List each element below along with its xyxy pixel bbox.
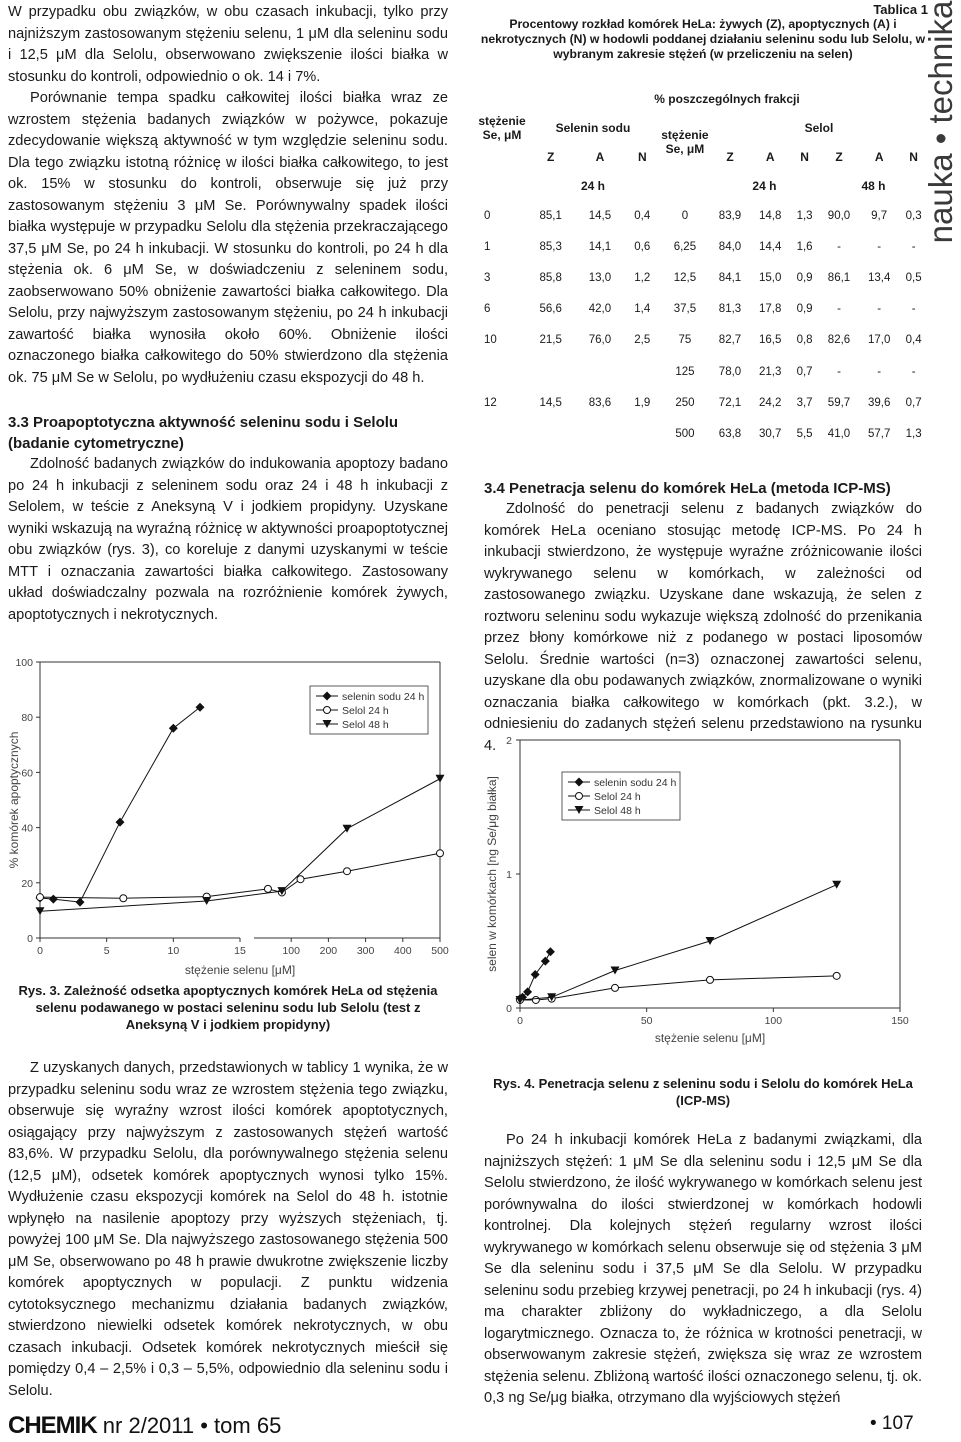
table-cell: - bbox=[877, 240, 882, 253]
table-title: Procentowy rozkład komórek HeLa: żywych (Z), apoptycznych (A) i nekrotycznych (N) w hodowli poddanej działaniu seleninu sodu lub Selolu, w wybranym zakresie stężeń (w przeliczeniu na selen) bbox=[480, 17, 926, 61]
table-cell: 21,3 bbox=[758, 365, 782, 378]
page-number: • 107 bbox=[870, 1413, 914, 1434]
data-point bbox=[707, 976, 714, 983]
data-point bbox=[324, 707, 331, 714]
table-cell: 1,3 bbox=[905, 427, 922, 440]
table-cell: 83,6 bbox=[588, 396, 612, 409]
table-cell: 250 bbox=[675, 396, 695, 409]
x-tick-label: 150 bbox=[891, 1015, 909, 1027]
figure-3-caption: Rys. 3. Zależność odsetka apoptycznych komórek HeLa od stężenia selenu podawanego w postaci seleninu sodu lub Selolu (test z Aneksyną V i jodkiem propidyny) bbox=[18, 983, 438, 1032]
x-axis-label: stężenie selenu [μM] bbox=[654, 1031, 766, 1045]
table-cell: 1,6 bbox=[796, 240, 813, 253]
series-line bbox=[207, 889, 268, 897]
table-cell: 83,9 bbox=[718, 209, 742, 222]
col-n: N bbox=[800, 149, 809, 164]
data-point bbox=[612, 984, 619, 991]
legend-entry: Selol 24 h bbox=[342, 705, 389, 717]
data-point bbox=[344, 868, 351, 875]
table-row bbox=[478, 356, 928, 387]
series-line bbox=[40, 901, 207, 911]
table-cell: 42,0 bbox=[588, 303, 612, 316]
col-a: A bbox=[765, 149, 775, 164]
series-line bbox=[268, 853, 440, 892]
table-cell: 15,0 bbox=[758, 271, 782, 284]
table-cell: 6,25 bbox=[673, 240, 697, 253]
table-cell: 85,3 bbox=[539, 240, 562, 253]
table-row bbox=[478, 418, 928, 449]
table-label: Tablica 1 bbox=[873, 2, 928, 17]
time-48h: 48 h bbox=[861, 178, 886, 193]
table-cell: 1,3 bbox=[796, 209, 813, 222]
paragraph: Z uzyskanych danych, przedstawionych w tablicy 1 wynika, że w przypadku seleninu sodu wraz ze wzrostem stężenia tego związku, obserwuje się wyraźny wzrost ilości komórek apoptotycznych, osiągający przy najwyższym z zastosowanych stężeń wartość 83,6%. W przypadku Selolu, dla porównywalnego stężenia selenu (12,5 μM), odsetek komórek apoptycznych wynosi tylko 15%. Wydłużenie czasu ekspozycji komórek na Selol do 48 h. istotnie wpłynęło na nasilenie apoptozy przy wyższych stężeniach, tj. powyżej 100 μM Se. Dla najwyższego zastosowanego stężenia 500 μM Se, obserwowano po 48 h prawie dwukrotne zwiększenie liczby komórek apoptycznych w populacji. Z punktu widzenia cytotoksycznego mechanizmu działania badanych związków, stwierdzono niewielki odsetek komórek nekrotycznych, w obu czasach inkubacji. Odsetek komórek nekrotycznych mieścił się pomiędzy 0,4 – 2,5% i 0,3 – 5,5%, odpowiednio dla seleninu sodu i Selolu. bbox=[8, 1060, 448, 1399]
legend-entry: selenin sodu 24 h bbox=[342, 691, 425, 703]
table-cell: 0,3 bbox=[905, 209, 922, 222]
left-top-text bbox=[8, 2, 448, 389]
table-cell: 10 bbox=[484, 334, 497, 347]
data-point bbox=[37, 894, 44, 901]
table-cell: 24,2 bbox=[758, 396, 782, 409]
table-cell: - bbox=[877, 365, 882, 378]
table-cell: 0,4 bbox=[905, 334, 922, 347]
table-cell: 37,5 bbox=[673, 303, 697, 316]
data-point bbox=[611, 966, 620, 974]
table-cell: - bbox=[837, 240, 841, 253]
data-point bbox=[546, 947, 555, 956]
table-cell: 0,9 bbox=[796, 303, 813, 316]
data-point bbox=[706, 937, 715, 945]
y-tick-label: 60 bbox=[21, 767, 33, 780]
table-cell: 30,7 bbox=[758, 427, 782, 440]
col-n: N bbox=[637, 149, 647, 164]
data-point bbox=[297, 876, 304, 883]
table-cell: 76,0 bbox=[588, 334, 612, 347]
y-tick-label: 40 bbox=[21, 822, 33, 835]
table-cell: 56,6 bbox=[539, 303, 562, 316]
table-cell bbox=[526, 356, 575, 387]
table-cell: 3,7 bbox=[796, 396, 813, 409]
table-cell bbox=[526, 418, 575, 449]
paragraph: Zdolność badanych związków do indukowania apoptozy badano po 24 h inkubacji z seleninem sodu oraz 24 i 48 h inkubacji z Selolem, w teście z Aneksyną V i jodkiem propidyny. Uzyskane wyniki wskazują na wyraźną różnicę w aktywności proapoptotycznej obu związków (rys. 3), co koreluje z danymi uzyskanymi w teście MTT i oznaczania zawartości białka całkowitego. Zastosowany układ doświadczalny pozwala na rozróżnienie komórek żywych, apoptotycznych i nekrotycznych. bbox=[8, 456, 448, 623]
table-cell: 41,0 bbox=[827, 427, 851, 440]
x-tick-label: 5 bbox=[103, 945, 110, 957]
table-body bbox=[478, 200, 928, 450]
x-tick-label: 0 bbox=[37, 945, 43, 957]
table-cell: 39,6 bbox=[867, 396, 891, 409]
y-tick-label: 20 bbox=[21, 877, 33, 890]
table-cell: 14,5 bbox=[588, 209, 612, 222]
table-cell: 12,5 bbox=[673, 271, 697, 284]
selol-header: Selol bbox=[804, 120, 834, 135]
table-cell bbox=[575, 356, 624, 387]
table-cell: 75 bbox=[678, 334, 692, 347]
conc-header-selol: stężenie Se, μM bbox=[661, 128, 709, 156]
fractions-header: % poszczególnych frakcji bbox=[654, 91, 800, 106]
table-cell: 0,5 bbox=[905, 271, 922, 284]
y-axis-label: % komórek apoptycznych bbox=[7, 731, 21, 869]
data-table bbox=[478, 84, 928, 450]
table-cell bbox=[625, 356, 660, 387]
legend-entry: Selol 48 h bbox=[342, 719, 389, 731]
table-cell: 1 bbox=[484, 240, 491, 253]
table-row bbox=[478, 387, 928, 418]
x-axis-label: stężenie selenu [μM] bbox=[184, 963, 296, 977]
col-n: N bbox=[909, 149, 918, 164]
data-point bbox=[437, 850, 444, 857]
table-cell: 72,1 bbox=[718, 396, 742, 409]
section-heading: 3.4 Penetracja selenu do komórek HeLa (metoda ICP-MS) bbox=[484, 480, 891, 497]
series-line bbox=[520, 976, 837, 1000]
x-tick-label: 200 bbox=[319, 945, 338, 957]
table-row bbox=[478, 325, 928, 356]
x-tick-label: 300 bbox=[356, 945, 375, 957]
y-tick-label: 1 bbox=[506, 869, 512, 881]
data-point bbox=[264, 885, 271, 892]
time-24h: 24 h bbox=[580, 178, 605, 193]
side-label bbox=[921, 2, 961, 242]
data-point bbox=[116, 818, 125, 827]
time-24h: 24 h bbox=[752, 178, 777, 193]
selenin-header: Selenin sodu bbox=[555, 120, 631, 135]
data-point bbox=[196, 703, 205, 712]
table-cell: 13,4 bbox=[867, 271, 891, 284]
series-line bbox=[207, 891, 282, 901]
x-tick-label: 500 bbox=[431, 945, 449, 957]
x-tick-label: 10 bbox=[167, 945, 180, 957]
y-axis-label: selen w komórkach [ng Se/μg białka] bbox=[485, 776, 499, 972]
table-cell: 0,4 bbox=[634, 209, 651, 222]
table-cell bbox=[575, 418, 624, 449]
data-point bbox=[532, 996, 539, 1003]
y-tick-label: 0 bbox=[506, 1003, 512, 1015]
penetration-chart bbox=[480, 730, 920, 1060]
table-cell: - bbox=[911, 240, 916, 253]
apoptosis-chart bbox=[4, 648, 449, 978]
legend-entry: Selol 48 h bbox=[594, 805, 641, 817]
data-point bbox=[169, 724, 178, 733]
paragraph: W przypadku obu związków, w obu czasach inkubacji, tylko przy najniższym zastosowanym stężeniu selenu, 1 μM dla seleninu sodu i 12,5 μM dla Selolu, obserwowano zwiększenie ilości białka w stosunku do kontroli, odpowiednio o ok. 14 i 7%. bbox=[8, 4, 448, 85]
table-cell: 14,4 bbox=[758, 240, 782, 253]
table-cell: 21,5 bbox=[539, 334, 562, 347]
table-cell: 0 bbox=[484, 209, 491, 222]
table-cell: 6 bbox=[484, 303, 491, 316]
table-cell: 0,9 bbox=[796, 271, 813, 284]
table-cell: - bbox=[877, 303, 882, 316]
table-cell: 5,5 bbox=[796, 427, 813, 440]
table-cell: 16,5 bbox=[758, 334, 782, 347]
data-point bbox=[832, 881, 841, 889]
table-cell: 86,1 bbox=[827, 271, 851, 284]
data-point bbox=[833, 972, 840, 979]
table-cell: 17,0 bbox=[867, 334, 891, 347]
table-cell bbox=[478, 356, 526, 387]
table-cell: 82,7 bbox=[718, 334, 742, 347]
x-tick-label: 400 bbox=[394, 945, 412, 957]
x-tick-label: 15 bbox=[234, 945, 246, 957]
data-point bbox=[531, 970, 540, 979]
table-cell: 1,4 bbox=[634, 303, 651, 316]
side-label-text: nauka • technika bbox=[922, 0, 959, 244]
data-point bbox=[120, 895, 127, 902]
data-point bbox=[541, 957, 550, 966]
table-cell: - bbox=[837, 303, 841, 316]
y-tick-label: 2 bbox=[506, 735, 512, 747]
table-row bbox=[478, 200, 928, 231]
table-cell: - bbox=[911, 365, 916, 378]
table-cell: 3 bbox=[484, 271, 491, 284]
section-3-3 bbox=[8, 412, 448, 626]
table-cell: 0 bbox=[681, 209, 689, 222]
figure-4-caption: Rys. 4. Penetracja selenu z seleninu sodu i Selolu do komórek HeLa (ICP-MS) bbox=[493, 1076, 913, 1108]
footer-brand bbox=[8, 1412, 281, 1440]
y-tick-label: 100 bbox=[15, 657, 33, 669]
table-row bbox=[478, 231, 928, 262]
y-tick-label: 80 bbox=[21, 712, 33, 725]
table-cell: 0,6 bbox=[634, 240, 651, 253]
table-cell: 1,2 bbox=[634, 271, 651, 284]
table-cell: 1,9 bbox=[634, 396, 651, 409]
table-row bbox=[478, 294, 928, 325]
table-row bbox=[478, 262, 928, 293]
brand-logo: CHEMIK bbox=[8, 1412, 97, 1439]
table-cell: - bbox=[911, 303, 916, 316]
table-cell: 85,1 bbox=[539, 209, 562, 222]
table-cell: 14,1 bbox=[588, 240, 612, 253]
x-tick-label: 0 bbox=[517, 1015, 523, 1027]
x-tick-label: 100 bbox=[282, 945, 300, 957]
col-z: Z bbox=[726, 149, 734, 164]
section-heading: 3.3 Proapoptotyczna aktywność seleninu sodu i Selolu (badanie cytometryczne) bbox=[8, 414, 399, 452]
table-cell: 0,7 bbox=[905, 396, 922, 409]
table-cell: 84,0 bbox=[718, 240, 742, 253]
y-tick-label: 0 bbox=[27, 933, 33, 945]
x-tick-label: 50 bbox=[640, 1015, 653, 1027]
paragraph: Po 24 h inkubacji komórek HeLa z badanymi związkami, dla najniższych stężeń: 1 μM Se dla seleninu sodu i 12,5 μM Se dla Selolu stwierdzono, że ilość wykrywanego w komórkach selenu jest porównywalna do ilości stwierdzonej w komórkach hodowli kontrolnej. Dla kolejnych stężeń regularny wzrost ilości wykrywanego w komórkach selenu obserwuje się od stężenia 3 μM Se dla seleninu sodu i 37,5 μM Se dla Selolu. W przypadku seleninu sodu przebieg krzywej penetracji, po 24 h inkubacji (rys. 4) ma charakter zbliżony do wykładniczego, a dla Selolu logarytmicznego. Oznacza to, że różnica w krotności penetracji, w obserwowanym zakresie stężeń, zwiększa się wraz ze wzrostem stężenia selenu. Zbliżoną wartość ilości oznaczonego selenu, tj. ok. 0,3 ng Se/μg białka, otrzymano dla wyjściowych stężeń bbox=[484, 1132, 922, 1406]
table-cell bbox=[478, 418, 526, 449]
table-cell: 57,7 bbox=[867, 427, 891, 440]
col-z: Z bbox=[546, 149, 555, 164]
left-bottom-text bbox=[8, 1058, 448, 1402]
col-z: Z bbox=[835, 149, 843, 164]
table-cell: 78,0 bbox=[718, 365, 742, 378]
data-point bbox=[49, 895, 58, 904]
table-cell: 14,8 bbox=[758, 209, 782, 222]
col-a: A bbox=[874, 149, 884, 164]
table-cell: 9,7 bbox=[871, 209, 888, 222]
series-line bbox=[40, 707, 200, 902]
right-bottom-text bbox=[484, 1130, 922, 1410]
table-cell: - bbox=[837, 365, 841, 378]
table-cell: 85,8 bbox=[539, 271, 562, 284]
table-cell: 90,0 bbox=[827, 209, 851, 222]
table-caption bbox=[478, 2, 928, 62]
table-cell: 17,8 bbox=[758, 303, 782, 316]
series-line bbox=[282, 779, 440, 891]
table-cell: 59,7 bbox=[827, 396, 851, 409]
paragraph: Porównanie tempa spadku całkowitej ilości białka wraz ze wzrostem stężenia badanych związków w pożywce, pokazuje zdecydowanie większą aktywność w tym względzie seleninu sodu. Dla tego związku istotną różnicę w ilości białka całkowitego, to jest ok. 15% w stosunku do kontroli, obserwuje się już przy zastosowanym stężeniu 3 μM Se. Porównywalny spadek ilości białka występuje w przypadku Selolu dla stężenia przekraczającego 37,5 μM Se, po 24 h inkubacji. W stosunku do kontroli, po 24 h dla stężenia ok. 6 μM Se, w doświadczeniu z seleninem sodu, zaobserwowano 50% obniżenie zawartości białka całkowitego. Dla Selolu, przy najwyższym zastosowanym stężeniu, po 24 h inkubacji zawartość białka wynosiła około 60%. Obniżenie ilości oznaczonego białka całkowitego do 50% stwierdzono dla stężenia ok. 75 μM Se w Selolu, po wydłużeniu czasu ekspozycji do 48 h. bbox=[8, 90, 448, 386]
table-cell: 2,5 bbox=[634, 334, 651, 347]
data-point bbox=[76, 898, 85, 907]
legend-entry: selenin sodu 24 h bbox=[594, 777, 677, 789]
col-a: A bbox=[595, 149, 605, 164]
table-cell: 14,5 bbox=[539, 396, 562, 409]
conc-header-selenin: stężenie Se, μM bbox=[478, 113, 526, 142]
section-3-4 bbox=[484, 478, 922, 757]
table-cell bbox=[625, 418, 660, 449]
table-cell: 500 bbox=[675, 427, 695, 440]
table-cell: 125 bbox=[675, 365, 695, 378]
table-cell: 13,0 bbox=[588, 271, 612, 284]
table-cell: 0,8 bbox=[796, 334, 813, 347]
x-tick-label: 100 bbox=[764, 1015, 783, 1027]
table-cell: 84,1 bbox=[718, 271, 742, 284]
table-cell: 81,3 bbox=[718, 303, 742, 316]
data-point bbox=[436, 775, 445, 783]
table-cell: 12 bbox=[484, 396, 497, 409]
table-cell: 63,8 bbox=[718, 427, 742, 440]
paragraph: Zdolność do penetracji selenu z badanych związków do komórek HeLa oceniano stosując metodę ICP-MS. Po 24 h inkubacji stwierdzono, że występuje wyraźne zróżnicowanie ilości wykrywanego selenu w komórkach, w zależności od zastosowanego związku. Uzyskane dane wskazują, że selen z roztworu seleninu sodu wykazuje większą zdolność do przenikania przez błony komórkowe niż z podanego w postaci liposomów Selolu. Średnie wartości (n=3) oznaczonej zawartości selenu, uzyskane dla obu podawanych związków, znormalizowane o wyniki oznaczania białka całkowitego w komórkach (pkt. 3.2.), w odniesieniu do zadanych stężeń selenu przedstawiono na rysunku 4. bbox=[484, 501, 922, 754]
issue-info: nr 2/2011 • tom 65 bbox=[102, 1413, 282, 1438]
table-cell: 0,7 bbox=[796, 365, 813, 378]
data-point bbox=[576, 793, 583, 800]
table-cell: 82,6 bbox=[827, 334, 851, 347]
legend-entry: Selol 24 h bbox=[594, 791, 641, 803]
